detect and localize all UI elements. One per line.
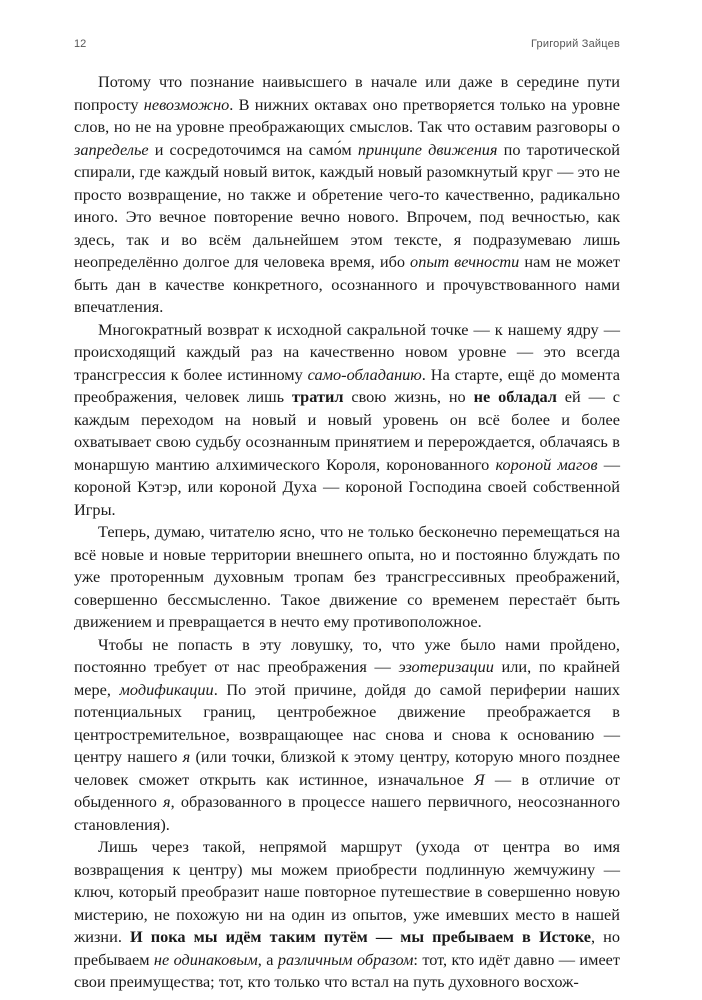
text-run: Многократный возврат к исходной сакральной точке — к нашему ядру — происходящий каждый раз на качественно новом уровне — это всегда трансгрессия к более истинному [74, 319, 620, 384]
bold-text: И пока мы идём таким путём — мы пребываем в Истоке [130, 927, 591, 946]
text-run: . В нижних октавах оно претворяется только на уровне слов, но не на уровне преображающих смыслов. Так что оставим разговоры о [74, 94, 620, 136]
text-run: Чтобы не попасть в эту ловушку, то, что уже было нами пройдено, постоянно требует от нас преображения — [74, 634, 620, 676]
italic-text: Я [474, 769, 485, 789]
text-run: Теперь, думаю, читателю ясно, что не только бесконечно перемещаться на всё новые и новые территории внешнего опыта, но и постоянно блуждать по уже проторенным духовным тропам без трансгрессивных преображений, совершенно бессмысленно. Такое движение со временем перестаёт быть движением и превращается в нечто ему противоположное. [74, 522, 620, 631]
text-run: , а [257, 949, 278, 969]
paragraph-3 [74, 521, 620, 634]
body-text [74, 71, 620, 994]
text-run: — короной Кэтэр, или короной Духа — короной Господина своей собственной Игры. [74, 454, 620, 519]
italic-text: само-обладанию [307, 364, 422, 384]
italic-text: опыт вечности [410, 252, 520, 271]
paragraph-2 [74, 319, 620, 522]
bold-text: тратил [291, 387, 344, 406]
text-run: ей — с каждым переходом на новый и новый уровень он всё более и более охватывает свою судьбу осознанным принятием и перерождается, облачаясь в монаршую мантию алхимического Короля, коронованного [74, 387, 620, 474]
text-run: или, по крайней мере, [74, 657, 620, 699]
text-run: Потому что познание наивысшего в начале или даже в середине пути попросту [74, 72, 620, 114]
paragraph-5 [74, 836, 620, 994]
italic-text: модификации [119, 679, 214, 699]
text-run: и сосредоточимся на само́м [148, 139, 358, 159]
text-run: , но пребываем [74, 927, 621, 969]
text-run: по таротической спирали, где каждый новый виток, каждый новый разомкнутый круг — это не просто возвращение, но также и обретение чего-то качественно, радикально иного. Это вечное повторение вечно нового. Впрочем, под вечностью, как здесь, так и во всём дальнейшем этом тексте, я подразумеваю лишь неопределённо долгое для человека время, ибо [74, 139, 620, 271]
page-number: 12 [74, 38, 87, 50]
text-run: . По этой причине, дойдя до самой периферии наших потенциальных границ, центробежное движение преображается в центростремительное, возвращающее нас снова и снова к основанию — центру нашего [74, 679, 620, 766]
text-run: Лишь через такой, непрямой маршрут (ухода от центра во имя возвращения к центру) мы можем приобрести подлинную жемчужину — ключ, который преобразит наше повторное путешествие в совершенно новую мистерию, не похожую ни на один из опытов, уже имевших место в нашей жизни. [74, 837, 620, 946]
italic-text: различным образом [277, 949, 414, 969]
italic-text: я [182, 747, 191, 766]
italic-text: принципе движения [357, 139, 498, 159]
paragraph-4 [74, 634, 620, 837]
italic-text: запредельe [74, 139, 149, 159]
italic-text: я [163, 792, 171, 811]
text-run: , образованного в процессе нашего первичного, неосознанного становления). [74, 792, 620, 834]
bold-text: не обладал [473, 387, 557, 406]
italic-text: эзотеризации [398, 657, 494, 676]
italic-text: невозможно [143, 94, 230, 114]
paragraph-1 [74, 71, 620, 319]
running-head-author: Григорий Зайцев [531, 38, 620, 50]
text-run: свою жизнь, но [343, 387, 474, 406]
text-run: — в отличие от обыденного [74, 769, 620, 811]
text-run: : тот, кто идёт давно — имеет свои преимущества; тот, кто только что встал на путь духовного восхож- [74, 949, 621, 991]
text-run: нам не может быть дан в качестве конкретного, осознанного и прочувствованного нами впечатления. [74, 252, 620, 316]
text-run: (или точки, близкой к этому центру, которую много позднее человек сможет открыть как истинное, изначальное [74, 747, 620, 789]
italic-text: не одинаковым [153, 949, 258, 969]
text-run: . На старте, ещё до момента преображения, человек лишь [74, 364, 621, 406]
running-head [74, 38, 620, 54]
italic-text: короной магов [495, 454, 598, 474]
